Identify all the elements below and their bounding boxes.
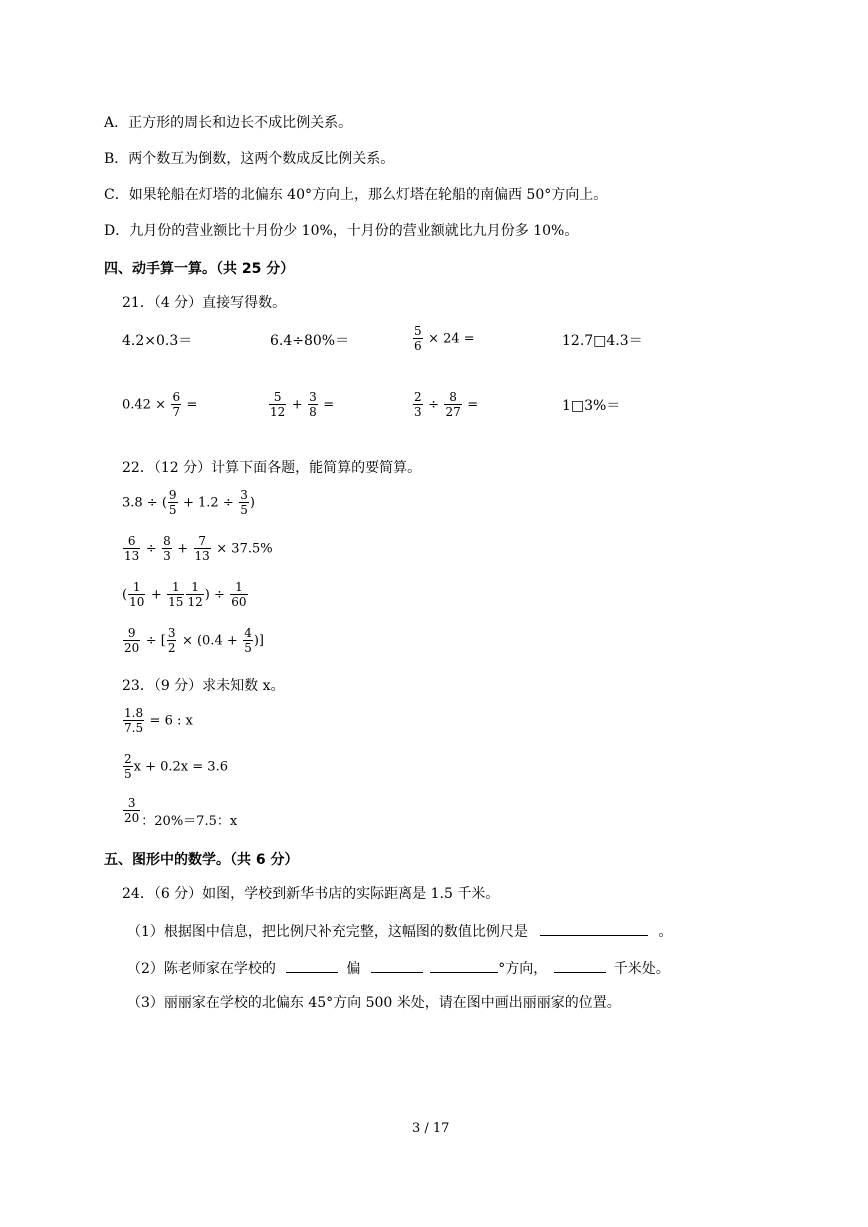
fraction: $\frac{5}{6}$ — [414, 324, 422, 353]
answer-blank[interactable] — [371, 958, 423, 973]
fraction: $\frac{1}{60}$ — [231, 580, 247, 609]
fraction: $\frac{3}{8}$ — [309, 390, 317, 419]
section-5-title: 五、图形中的数学。（共 6 分） — [104, 852, 299, 868]
fraction: $\frac{3}{20}$ — [124, 796, 140, 825]
fraction: $\frac{3}{2}$ — [167, 626, 176, 655]
fraction: $\frac{9}{20}$ — [124, 626, 140, 655]
fraction: $\frac{8}{3}$ — [163, 534, 171, 563]
fraction: $\frac{2}{3}$ — [414, 390, 422, 419]
q22-expr-3: ( $\frac{1}{10}$ + $\frac{1}{15}$ $\frac{1}{12}$ ) ÷ $\frac{1}{60}$ — [122, 580, 247, 609]
option-b: B．两个数互为倒数，这两个数成反比例关系。 — [104, 151, 395, 167]
section-4-title: 四、动手算一算。（共 25 分） — [104, 261, 295, 277]
option-a: A．正方形的周长和边长不成比例关系。 — [104, 115, 353, 131]
q23-equation-2: $\frac{2}{5}$ x + 0.2x = 3.6 — [124, 752, 228, 781]
q21-item: 0.42 × $\frac{6}{7}$ = — [122, 390, 198, 419]
q21-prompt: 21．（4 分）直接写得数。 — [122, 295, 287, 311]
q23-equation-3: $\frac{3}{20}$ ：20%＝7.5：x — [124, 796, 238, 829]
fraction: $\frac{4}{5}$ — [244, 626, 252, 655]
q21-item: 6.4÷80%＝ — [270, 333, 350, 349]
answer-blank[interactable] — [286, 958, 338, 973]
q23-equation-1: $\frac{1.8}{7.5}$ = 6 : x — [124, 706, 193, 735]
fraction: $\frac{6}{7}$ — [172, 390, 181, 419]
fraction: $\frac{1}{10}$ — [129, 580, 145, 609]
q21-item: $\frac{5}{6}$ × 24 = — [414, 324, 475, 353]
q22-expr-4: $\frac{9}{20}$ ÷ [ $\frac{3}{2}$ × (0.4 + $\frac{4}{5}$ )] — [124, 626, 264, 655]
q24-part-2: （2）陈老师家在学校的 偏 °方向， 千米处。 — [127, 958, 670, 978]
fraction: $\frac{6}{13}$ — [124, 534, 140, 563]
fraction: $\frac{9}{5}$ — [168, 488, 177, 517]
q24-part-3: （3）丽丽家在学校的北偏东 45°方向 500 米处，请在图中画出丽丽家的位置。 — [127, 995, 621, 1011]
q21-item: $\frac{2}{3}$ ÷ $\frac{8}{27}$ = — [414, 390, 479, 419]
answer-blank[interactable] — [540, 921, 648, 936]
fraction: $\frac{8}{27}$ — [445, 390, 461, 419]
fraction: $\frac{1}{15}$ — [168, 580, 184, 609]
q23-prompt: 23．（9 分）求未知数 x。 — [122, 678, 285, 694]
fraction: $\frac{1}{12}$ — [187, 580, 203, 609]
fraction: $\frac{7}{13}$ — [194, 534, 210, 563]
q22-expr-1: 3.8 ÷ ( $\frac{9}{5}$ + 1.2 ÷ $\frac{3}{5}$ ) — [122, 488, 255, 517]
q21-item: 1□3%＝ — [562, 398, 621, 414]
option-d: D．九月份的营业额比十月份少 10%，十月份的营业额就比九月份多 10%。 — [104, 223, 579, 239]
answer-blank[interactable] — [430, 958, 498, 973]
fraction: $\frac{1.8}{7.5}$ — [124, 706, 144, 735]
fraction: $\frac{3}{5}$ — [240, 488, 248, 517]
q21-item: $\frac{5}{12}$ + $\frac{3}{8}$ = — [270, 390, 335, 419]
q22-prompt: 22．（12 分）计算下面各题，能简算的要简算。 — [122, 460, 422, 476]
q21-item: 12.7□4.3＝ — [562, 333, 643, 349]
q21-item: 4.2×0.3＝ — [122, 333, 193, 349]
q24-part-1: （1）根据图中信息，把比例尺补充完整，这幅图的数值比例尺是 。 — [127, 921, 672, 941]
fraction: $\frac{2}{5}$ — [124, 752, 132, 781]
fraction: $\frac{5}{12}$ — [270, 390, 286, 419]
answer-blank[interactable] — [554, 958, 606, 973]
option-c: C．如果轮船在灯塔的北偏东 40°方向上，那么灯塔在轮船的南偏西 50°方向上。 — [104, 187, 608, 203]
q22-expr-2: $\frac{6}{13}$ ÷ $\frac{8}{3}$ + $\frac{7}{13}$ × 37.5% — [124, 534, 273, 563]
page-number: 3 / 17 — [412, 1121, 450, 1136]
q24-prompt: 24．（6 分）如图，学校到新华书店的实际距离是 1.5 千米。 — [122, 886, 500, 902]
